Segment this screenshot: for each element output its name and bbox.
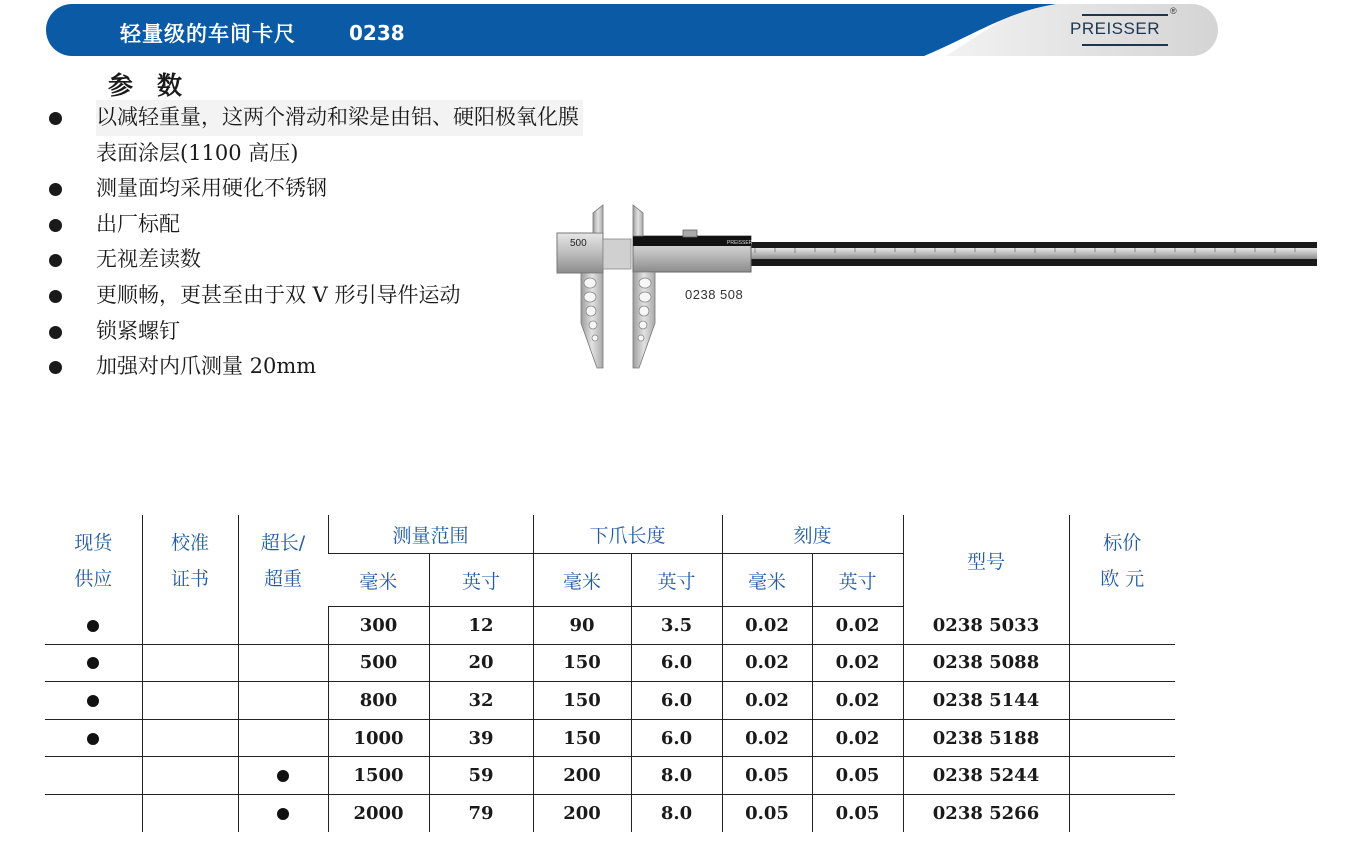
grad-mm: 0.02 (722, 719, 812, 757)
cert-cell (142, 757, 238, 795)
header-range-inch: 英寸 (429, 554, 533, 607)
range-inch: 32 (429, 682, 533, 720)
grad-inch: 0.05 (812, 757, 903, 795)
header-model: 型号 (903, 515, 1069, 607)
oversize-cell (238, 794, 328, 831)
oversize-cell (238, 757, 328, 795)
header-jaw-length: 下爪长度 (533, 515, 722, 554)
brand-logo: PREISSER (1070, 19, 1160, 38)
model-number: 0238 5144 (903, 682, 1069, 720)
stock-dot-icon (87, 657, 99, 669)
header-grad-mm: 毫米 (722, 554, 812, 607)
price-cell (1069, 607, 1175, 645)
feature-item (46, 171, 686, 207)
range-inch: 59 (429, 757, 533, 795)
moving-upper-jaw (633, 205, 643, 236)
model-number: 0238 5033 (903, 607, 1069, 645)
stock-cell (45, 757, 142, 795)
feature-text: 更顺畅，更甚至由于双 V 形引导件运动 (96, 282, 461, 307)
price-cell (1069, 644, 1175, 682)
header-jaw-inch: 英寸 (631, 554, 722, 607)
feature-text: 无视差读数 (96, 247, 201, 272)
stock-cell (45, 719, 142, 757)
oversize-dot-icon (277, 770, 289, 782)
header-banner (46, 4, 1218, 56)
header-range-mm: 毫米 (328, 554, 429, 607)
model-number: 0238 5088 (903, 644, 1069, 682)
fixed-upper-jaw (593, 205, 603, 233)
stock-cell (45, 682, 142, 720)
range-mm: 2000 (328, 794, 429, 831)
jaw-inch: 6.0 (631, 644, 722, 682)
table-row (45, 644, 1175, 682)
bullet-icon (49, 183, 62, 196)
feature-text: 出厂标配 (96, 211, 180, 236)
grad-mm: 0.02 (722, 607, 812, 645)
jaw-inch: 6.0 (631, 719, 722, 757)
grad-inch: 0.02 (812, 644, 903, 682)
header-calibration: 校准 证书 (142, 515, 238, 607)
cert-cell (142, 644, 238, 682)
oversize-dot-icon (277, 808, 289, 820)
table-row (45, 794, 1175, 831)
table-row (45, 682, 1175, 720)
jaw-inch: 6.0 (631, 682, 722, 720)
jaw-mm: 150 (533, 682, 631, 720)
range-mm: 500 (328, 644, 429, 682)
range-mm: 800 (328, 682, 429, 720)
stock-cell (45, 644, 142, 682)
cert-cell (142, 719, 238, 757)
oversize-cell (238, 719, 328, 757)
header-range: 测量范围 (328, 515, 533, 554)
model-number: 0238 5188 (903, 719, 1069, 757)
caliper-scale (745, 248, 1317, 259)
jaw-mm: 90 (533, 607, 631, 645)
oversize-cell (238, 644, 328, 682)
feature-item (46, 100, 686, 171)
stock-dot-icon (87, 733, 99, 745)
bullet-icon (49, 219, 62, 232)
bullet-icon (49, 254, 62, 267)
spec-table (45, 515, 1175, 832)
jaw-inch: 8.0 (631, 794, 722, 831)
jaw-mm: 200 (533, 794, 631, 831)
header-graduation: 刻度 (722, 515, 903, 554)
range-inch: 12 (429, 607, 533, 645)
jaw-mm: 150 (533, 719, 631, 757)
image-caption: 0238 508 (685, 287, 744, 302)
feature-text-continued: 表面涂层(1100 高压) (96, 140, 299, 165)
price-cell (1069, 794, 1175, 831)
grad-mm: 0.05 (722, 794, 812, 831)
feature-text: 加强对内爪测量 20mm (96, 354, 317, 379)
model-number: 0238 5244 (903, 757, 1069, 795)
range-inch: 39 (429, 719, 533, 757)
series-code: 0238 (349, 21, 405, 45)
oversize-cell (238, 682, 328, 720)
caliper-size-label: 500 (570, 238, 587, 249)
feature-text: 以减轻重量，这两个滑动和梁是由铝、硬阳极氧化膜 (96, 100, 583, 136)
feature-text: 测量面均采用硬化不锈钢 (96, 176, 327, 201)
table-row (45, 719, 1175, 757)
range-inch: 20 (429, 644, 533, 682)
logo-top-line (1082, 14, 1168, 16)
jaw-inch: 8.0 (631, 757, 722, 795)
stock-dot-icon (87, 695, 99, 707)
jaw-inch: 3.5 (631, 607, 722, 645)
header-jaw-mm: 毫米 (533, 554, 631, 607)
grad-mm: 0.05 (722, 757, 812, 795)
range-mm: 300 (328, 607, 429, 645)
cert-cell (142, 682, 238, 720)
grad-inch: 0.02 (812, 682, 903, 720)
grad-inch: 0.02 (812, 607, 903, 645)
grad-mm: 0.02 (722, 682, 812, 720)
page-title: 轻量级的车间卡尺 (120, 22, 296, 46)
lock-screw (683, 230, 697, 237)
slider-brand: PREISSER (727, 240, 753, 246)
jaw-mm: 150 (533, 644, 631, 682)
bullet-icon (49, 326, 62, 339)
caliper-image (555, 203, 1320, 373)
stock-cell (45, 607, 142, 645)
bullet-icon (49, 290, 62, 303)
header-grad-inch: 英寸 (812, 554, 903, 607)
cert-cell (142, 607, 238, 645)
registered-mark: ® (1170, 6, 1177, 16)
range-inch: 79 (429, 794, 533, 831)
stock-dot-icon (87, 620, 99, 632)
price-cell (1069, 682, 1175, 720)
header-oversize: 超长/ 超重 (238, 515, 328, 607)
range-mm: 1000 (328, 719, 429, 757)
header-stock: 现货 供应 (74, 531, 113, 590)
table-row (45, 607, 1175, 645)
feature-text: 锁紧螺钉 (96, 318, 180, 343)
model-number: 0238 5266 (903, 794, 1069, 831)
jaw-mm: 200 (533, 757, 631, 795)
header-price: 标价 欧 元 (1069, 515, 1175, 607)
oversize-cell (238, 607, 328, 645)
range-mm: 1500 (328, 757, 429, 795)
price-cell (1069, 719, 1175, 757)
grad-mm: 0.02 (722, 644, 812, 682)
cert-cell (142, 794, 238, 831)
bullet-icon (49, 361, 62, 374)
table-row (45, 757, 1175, 795)
price-cell (1069, 757, 1175, 795)
grad-inch: 0.02 (812, 719, 903, 757)
bullet-icon (49, 112, 62, 125)
params-heading: 参数 (108, 71, 207, 100)
stock-cell (45, 794, 142, 831)
logo-bottom-line (1082, 44, 1168, 46)
grad-inch: 0.05 (812, 794, 903, 831)
